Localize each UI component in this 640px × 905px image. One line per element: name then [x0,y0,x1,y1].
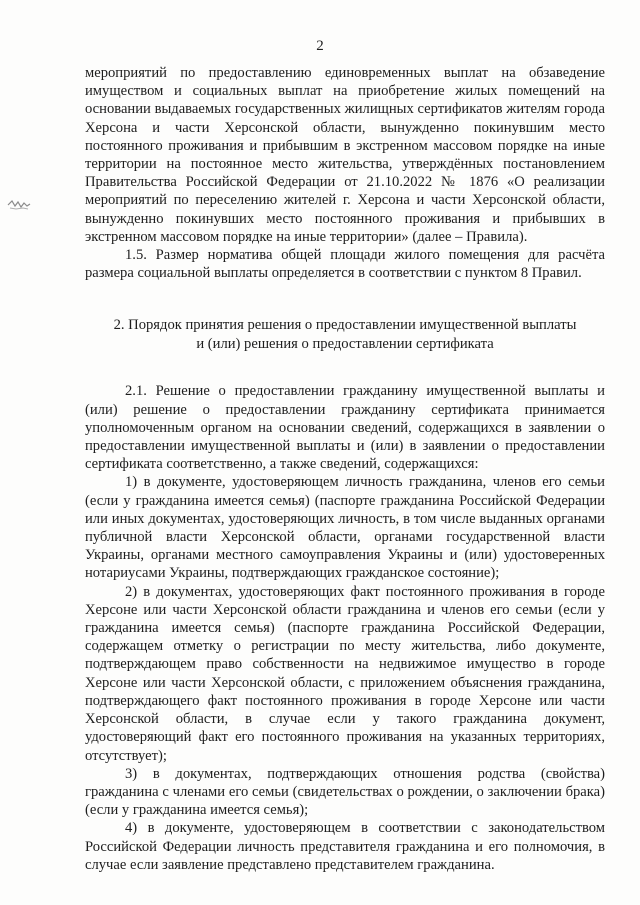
document-body [85,64,605,874]
clause-1-5: 1.5. Размер норматива общей площади жилого помещения для расчёта размера социальной выплаты определяется в соответствии с пунктом 8 Правил. [85,247,605,282]
clause-2-1: 2.1. Решение о предоставлении гражданину имущественной выплаты и (или) решение о предоставлении гражданину сертификата принимается уполномоченным органом на основании сведений, содержащихся в заявлении о предоставлении имущественной выплаты и (или) в заявлении о предоставлении сертификата соответственно, а также сведений, содержащихся: [85,383,605,473]
section-2-heading-line-1: 2. Порядок принятия решения о предоставлении имущественной выплаты [113,317,577,334]
list-item-1: 1) в документе, удостоверяющем личность гражданина, членов его семьи (если у гражданина имеется семья) (паспорте гражданина Российской Федерации или иных документах, удостоверяющих личность, в том числе выданных органами публичной власти Херсонской области, органами государственной власти Украины, органами местного самоуправления Украины и (или) удостоверенных нотариусами Украины, подтверждающих гражданское состояние); [85,474,605,582]
section-2-heading [85,316,605,354]
section-2-heading-line-2: и (или) решения о предоставлении сертификата [196,336,494,353]
intro-paragraph: мероприятий по предоставлению единовременных выплат на обзаведение имуществом и социальных выплат на приобретение жилых помещений на основании выдаваемых государственных жилищных сертификатов жителям города Херсона и части Херсонской области, вынужденно покинувшим место постоянного проживания и прибывшим в экстренном массовом порядке на иные территории на постоянное место жительства, утверждённых постановлением Правительства Российской Федерации от 21.10.2022 № 1876 «О реализации мероприятий по переселению жителей г. Херсона и части Херсонской области, вынужденно покинувших место постоянного проживания и прибывших в экстренном массовом порядке на иные территории» (далее – Правила). [85,65,605,245]
scan-artifact-mark [6,198,32,212]
list-item-3: 3) в документах, подтверждающих отношения родства (свойства) гражданина с членами его семьи (свидетельствах о рождении, о заключении брака) (если у гражданина имеется семья); [85,765,605,819]
page-number: 2 [316,38,324,54]
list-item-2: 2) в документах, удостоверяющих факт постоянного проживания в городе Херсоне или части Херсонской области гражданина и членов его семьи (если у гражданина имеется семья) (паспорте гражданина Российской Федерации, содержащем отметку о регистрации по месту жительства, либо документе, подтверждающем право собственности на недвижимое имущество в городе Херсоне или части Херсонской области, с приложением объяснения гражданина, подтверждающего факт постоянного проживания в городе Херсоне или части Херсонской области, в случае если у такого гражданина документ, удостоверяющий факт его постоянного проживания на указанных территориях, отсутствует); [85,583,605,764]
list-item-4: 4) в документе, удостоверяющем в соответствии с законодательством Российской Федерации личность представителя гражданина и его полномочия, в случае если заявление представлено представителем гражданина. [85,820,605,873]
